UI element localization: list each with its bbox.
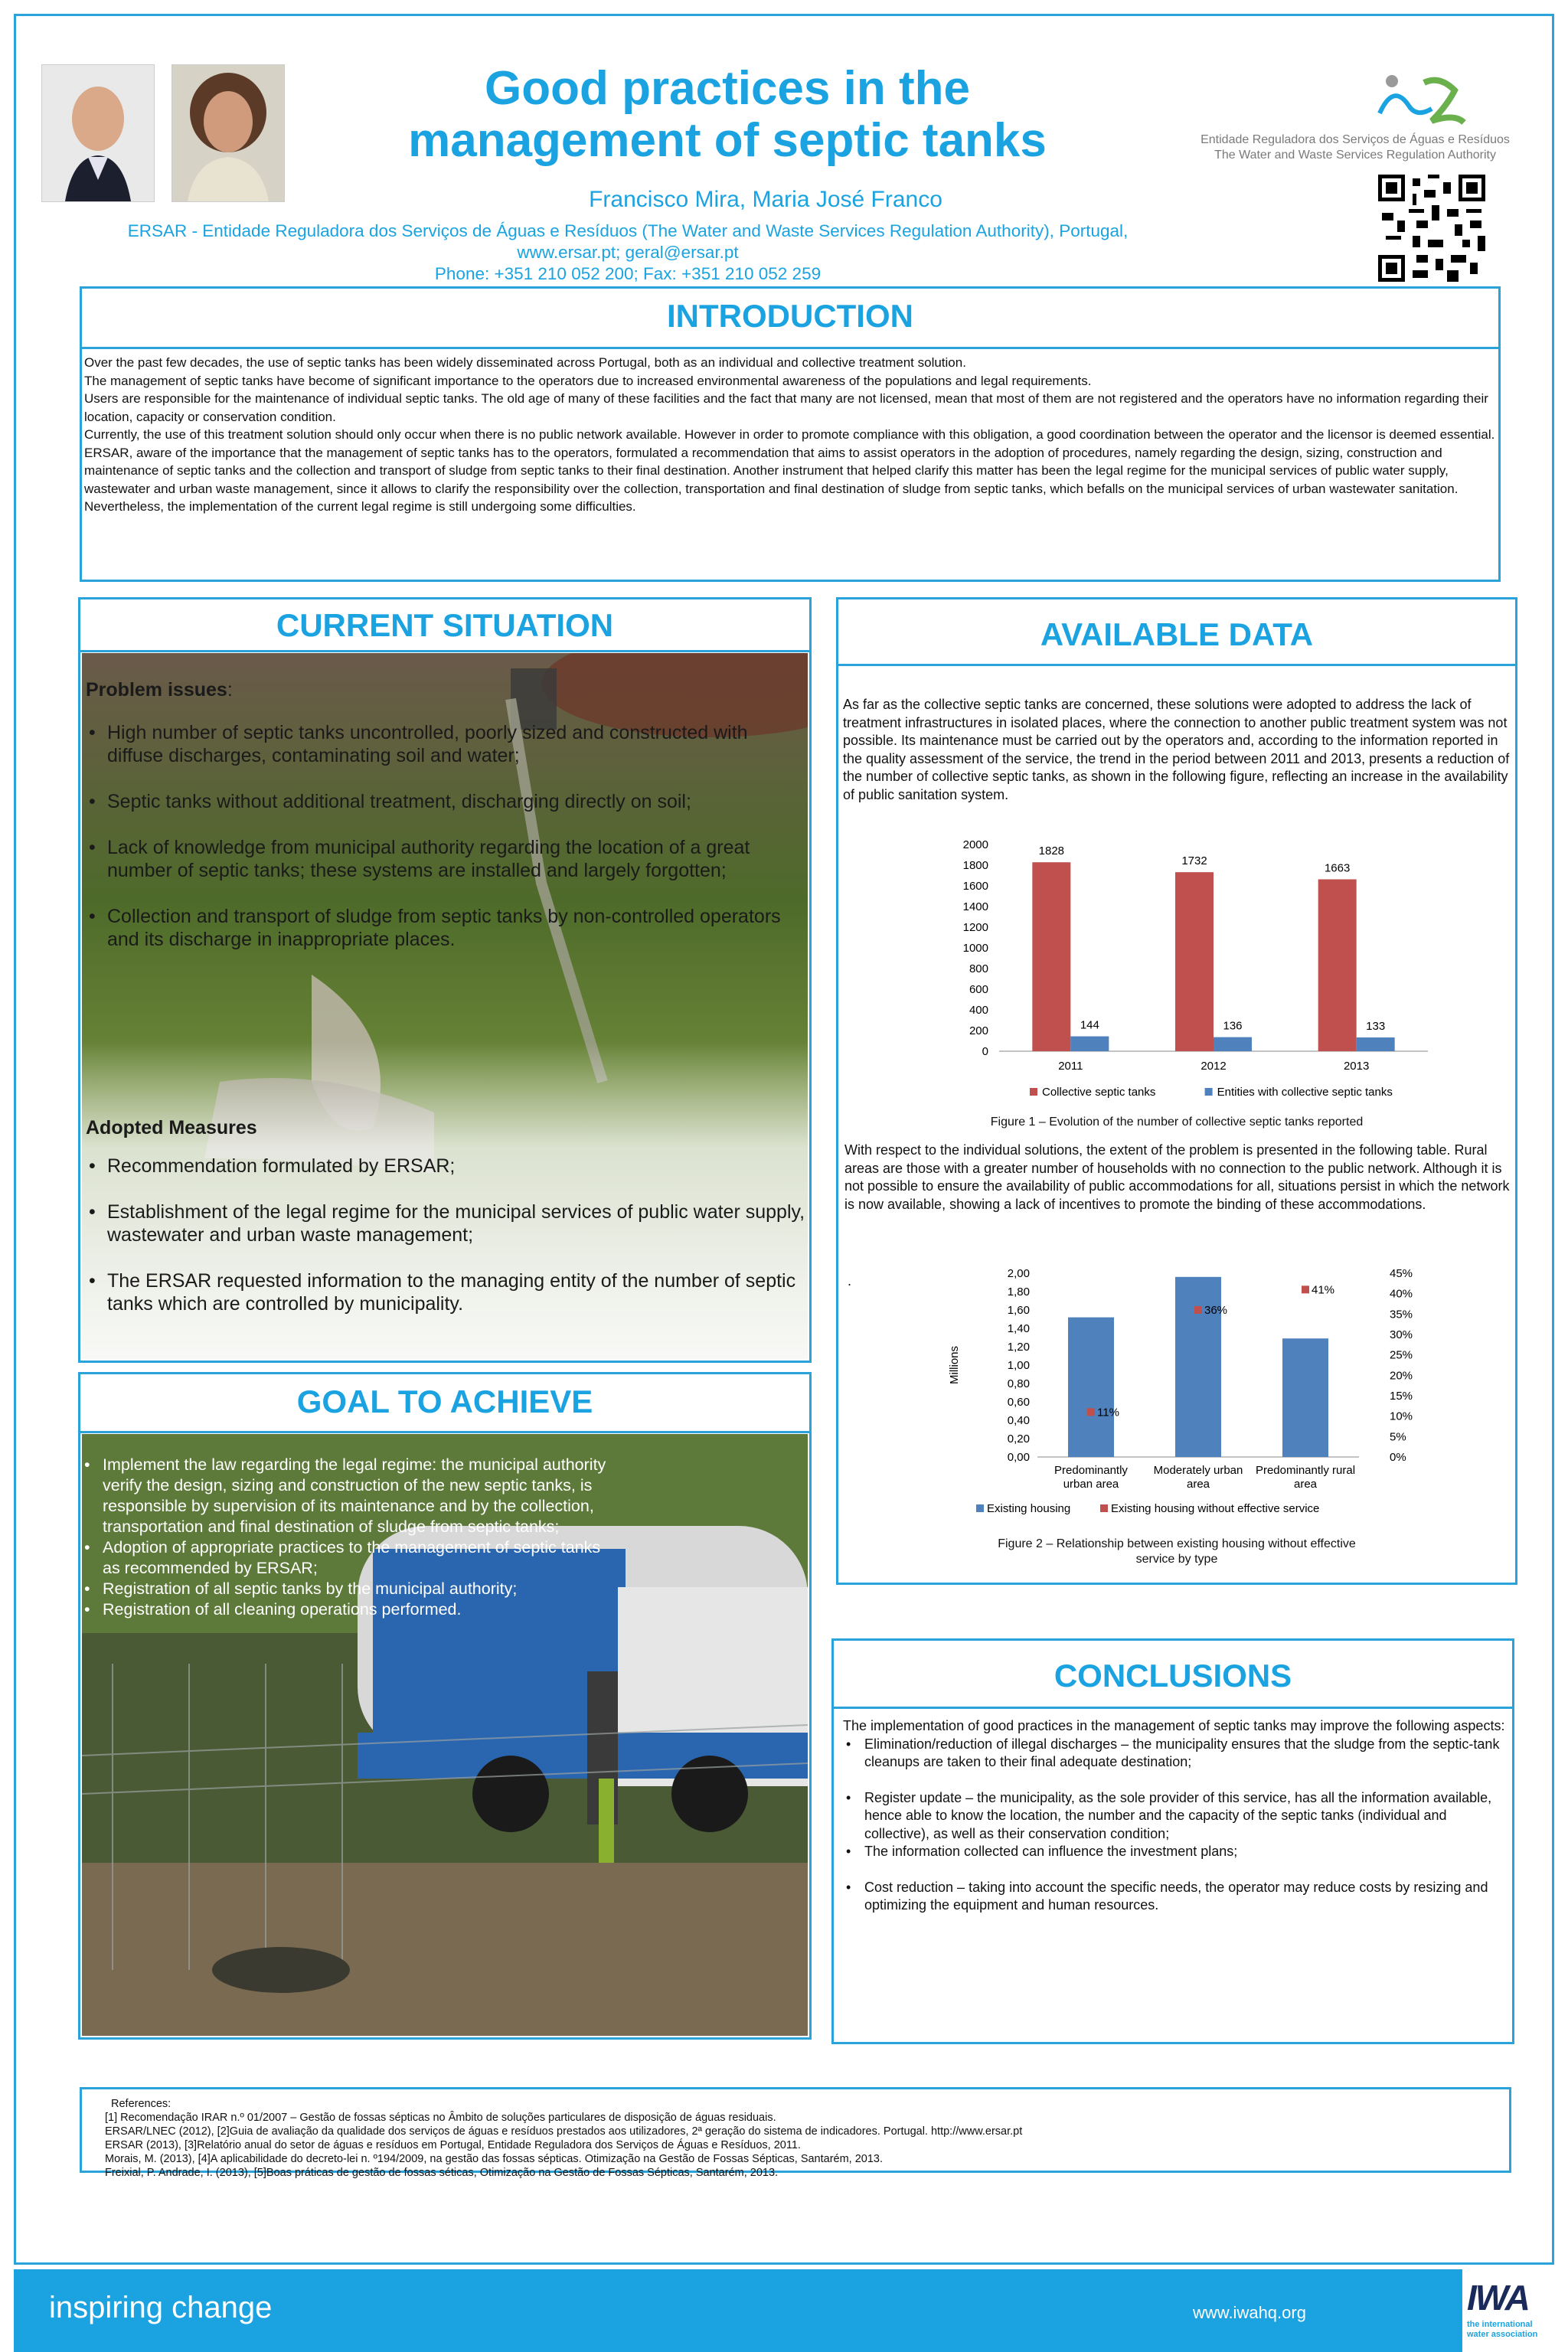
data-label: 1663 (1324, 861, 1351, 875)
y-tick-label: 0,40 (1007, 1414, 1030, 1427)
list-item: • Register update – the municipality, as the sole provider of this service, has all the information available, hence able to know the location, the number and the capacity of the septic tanks (individual and collective), as well as their conservation condition; (843, 1789, 1508, 1844)
available-data-panel (836, 597, 1517, 1585)
legend-label: Entities with collective septic tanks (1217, 1086, 1393, 1099)
problem-issues-title: Problem issues: (86, 679, 233, 701)
introduction-divider (82, 347, 1498, 349)
list-item: • Establishment of the legal regime for the municipal services of public water supply, wastewater and urban waste management; (86, 1200, 805, 1246)
figure-1-caption: Figure 1 – Evolution of the number of collective septic tanks reported (990, 1116, 1364, 1129)
y2-tick-label: 35% (1390, 1308, 1413, 1321)
bar (1068, 1318, 1114, 1457)
author-photo-2 (172, 64, 285, 202)
list-item: • Elimination/reduction of illegal discharges – the municipality ensures that the sludge from the septic-tank cleanups are taken to their final adequate destination; (843, 1736, 1508, 1772)
data-label: 41% (1312, 1283, 1335, 1297)
references (80, 2087, 1511, 2179)
list-item: • Cost reduction – taking into account the specific needs, the operator may reduce costs by resizing and optimizing the equipment and human resources. (843, 1879, 1508, 1915)
y-tick-label: 0,00 (1007, 1451, 1030, 1464)
list-item: • Septic tanks without additional treatment, discharging directly on soil; (86, 790, 805, 813)
available-data-heading: AVAILABLE DATA (1040, 616, 1314, 652)
title-line-1: Good practices in the (485, 62, 970, 115)
y-axis-label: Millions (948, 1345, 961, 1385)
qr-code-icon (1378, 175, 1485, 282)
problem-issues (86, 678, 805, 951)
y-tick-label: 1,00 (1007, 1359, 1030, 1372)
y-tick-label: 1,20 (1007, 1341, 1030, 1354)
available-para-2: With respect to the individual solutions, the extent of the problem is presented in the following table. Rural areas are those with a greater number of households with no connection to the public network. Although it is not possible to ensure the availability of public accommodations for all, situations persist in which the network is now available, showing a lack of incentives to promote the binding of these accommodations. (844, 1142, 1510, 1212)
y2-tick-label: 30% (1390, 1328, 1413, 1341)
legend-swatch (1100, 1504, 1108, 1512)
poster-title (337, 63, 1118, 167)
bar (1175, 872, 1214, 1051)
y-tick-label: 0 (982, 1045, 988, 1058)
list-item: • High number of septic tanks uncontrolled, poorly sized and constructed with diffuse discharges, contaminating soil and water; (86, 721, 805, 767)
introduction-text (84, 354, 1501, 516)
logo-text-pt: Entidade Reguladora dos Serviços de Águas e Resíduos (1200, 133, 1510, 146)
current-situation-heading: CURRENT SITUATION (276, 607, 614, 643)
list-item: • Implement the law regarding the legal regime: the municipal authority verify the design, sizing and construction of the new septic tanks, is responsible by supervision of its maintenance and by the collection, transportation and final destination of sludge from septic tanks; (81, 1455, 617, 1537)
affiliation-line-3: Phone: +351 210 052 200; Fax: +351 210 052 259 (434, 264, 822, 283)
list-item: • The information collected can influence the investment plans; (843, 1843, 1508, 1861)
intro-paragraph: The management of septic tanks have become of significant importance to the operators due to increased environmental awareness of the populations and legal requirements. (84, 373, 1092, 388)
chart-housing-without-service (946, 1258, 1481, 1534)
legend-swatch (976, 1504, 984, 1512)
figure-2-caption-line-1: Figure 2 – Relationship between existing housing without effective (998, 1537, 1356, 1550)
y-tick-label: 2,00 (1007, 1267, 1030, 1280)
list-item: • Collection and transport of sludge from septic tanks by non-controlled operators and its discharge in inappropriate places. (86, 905, 805, 951)
conclusions-list (843, 1736, 1508, 1915)
goal-list (81, 1455, 617, 1620)
conclusions-panel (831, 1638, 1514, 2044)
y-tick-label: 1400 (962, 900, 988, 913)
current-divider (80, 650, 809, 652)
intro-paragraph: ERSAR, aware of the importance that the management of septic tanks has to the operators, formulated a recommendation that aims to assist operators in the adoption of procedures, namely regarding the design, sizing, construction and maintenance of septic tanks and the collection and transport of sludge from septic tanks to their final destination. Another instrument that helped clarify this matter has been the legal regime for the municipal services of public water supply, wastewater and urban waste management, since it allows to clarify the responsibility over the collection, transportation and final destination of sludge from septic tanks, which befalls on the municipal services of urban wastewater sanitation. Nevertheless, the implementation of the current legal regime is still undergoing some difficulties. (84, 445, 1459, 514)
conclusions-heading: CONCLUSIONS (1054, 1658, 1292, 1694)
list-item: • Registration of all septic tanks by the municipal authority; (81, 1579, 617, 1599)
author-photo-1 (41, 64, 155, 202)
bar (1214, 1037, 1252, 1051)
y-tick-label: 1,60 (1007, 1304, 1030, 1317)
legend-label: Existing housing without effective service (1111, 1502, 1320, 1515)
footer-bar (14, 2269, 1554, 2352)
y2-tick-label: 40% (1390, 1287, 1413, 1301)
x-tick-label: area (1293, 1478, 1318, 1491)
logo-text-en: The Water and Waste Services Regulation Authority (1214, 149, 1496, 162)
figure-2-caption-line-2: service by type (1135, 1553, 1218, 1566)
reference-line: ERSAR/LNEC (2012), [2]Guia de avaliação da qualidade dos serviços de águas e resíduos prestados aos utilizadores, 2ª geração do sistema de indicadores. Portugal. http://www.ersar.pt (105, 2125, 1023, 2138)
legend-swatch (1030, 1088, 1037, 1096)
y2-tick-label: 25% (1390, 1348, 1413, 1362)
data-label: 1732 (1181, 854, 1207, 868)
y2-tick-label: 5% (1390, 1430, 1406, 1444)
affiliation (84, 220, 1171, 285)
footer-url[interactable]: www.iwahq.org (1193, 2303, 1306, 2322)
y-tick-label: 0,60 (1007, 1396, 1030, 1409)
y2-tick-label: 15% (1390, 1390, 1413, 1403)
bar (1357, 1037, 1395, 1051)
conclusions-text (843, 1717, 1508, 1915)
data-label: 1828 (1038, 844, 1065, 858)
conclusions-divider (834, 1707, 1512, 1709)
bar (1070, 1037, 1109, 1051)
y-tick-label: 1200 (962, 921, 988, 934)
x-tick-label: Predominantly (1054, 1464, 1128, 1477)
ersar-logo-mark (1179, 67, 1531, 129)
y-tick-label: 0,20 (1007, 1432, 1030, 1446)
iwa-logo-mark: IWA (1467, 2278, 1529, 2318)
footer-tagline: inspiring change (49, 2291, 273, 2324)
data-label: 11% (1097, 1406, 1119, 1419)
y-tick-label: 0,80 (1007, 1377, 1030, 1390)
intro-paragraph: Over the past few decades, the use of septic tanks has been widely disseminated across Portugal, both as an individual and collective treatment solution. (84, 355, 966, 370)
x-tick-label: Predominantly rural (1255, 1464, 1356, 1477)
list-item: • Adoption of appropriate practices to the management of septic tanks as recommended by ERSAR; (81, 1537, 617, 1579)
x-tick-label: 2012 (1200, 1060, 1227, 1073)
measures-list (86, 1155, 805, 1315)
y2-tick-label: 20% (1390, 1369, 1413, 1383)
authors: Francisco Mira, Maria José Franco (589, 187, 942, 212)
available-divider (838, 664, 1515, 666)
y2-tick-label: 45% (1390, 1267, 1413, 1280)
available-para-1: As far as the collective septic tanks are concerned, these solutions were adopted to address the lack of treatment infrastructures in isolated places, where the connection to another public treatment system was not possible. Its maintenance must be carried out by the operators and, according to the information reported in the quality assessment of the service, the trend in the period between 2011 and 2013, presents a reduction of the number of collective septic tanks, as shown in the following figure, reflecting an increase in the availability of public sanitation system. (843, 697, 1510, 802)
bar (1282, 1338, 1328, 1457)
stray-dot: . (848, 1273, 852, 1289)
x-tick-label: urban area (1063, 1478, 1119, 1491)
bar (1032, 862, 1070, 1051)
y-tick-label: 200 (969, 1024, 988, 1037)
bar (1318, 879, 1357, 1051)
y-tick-label: 1000 (962, 942, 988, 955)
title-line-2: management of septic tanks (408, 114, 1047, 167)
marker (1194, 1306, 1202, 1314)
list-item: • Recommendation formulated by ERSAR; (86, 1155, 805, 1178)
y2-tick-label: 0% (1390, 1451, 1406, 1464)
y-tick-label: 2000 (962, 838, 988, 851)
reference-line: Morais, M. (2013), [4]A aplicabilidade do decreto-lei n. º194/2009, na gestão das fossas sépticas. Otimização na Gestão de Fossas Sépticas, Santarém, 2013. (105, 2153, 884, 2165)
reference-line: Freixial, P. Andrade, I. (2013), [5]Boas práticas de gestão de fossas séticas, Otimização na Gestão de Fossas Sépticas, Santarém, 2013. (105, 2167, 779, 2179)
intro-paragraph: Users are responsible for the maintenance of individual septic tanks. The old age of many of these facilities and the fact that many are not licensed, mean that most of them are not registered and the operators have no information regarding their location, capacity or conservation condition. (84, 391, 1488, 424)
y-tick-label: 1600 (962, 880, 988, 893)
x-tick-label: 2011 (1058, 1060, 1083, 1073)
goal-heading: GOAL TO ACHIEVE (296, 1383, 593, 1419)
adopted-measures-title: Adopted Measures (86, 1117, 257, 1138)
list-item: • The ERSAR requested information to the managing entity of the number of septic tanks which are controlled by municipality. (86, 1269, 805, 1315)
iwa-sub-line-1: the international (1467, 2320, 1533, 2329)
iwa-logo (1462, 2269, 1554, 2352)
legend-swatch (1205, 1088, 1213, 1096)
goal-text (81, 1455, 617, 1620)
legend-label: Collective septic tanks (1042, 1086, 1156, 1099)
y-tick-label: 1,80 (1007, 1285, 1030, 1298)
references-title: References: (111, 2098, 172, 2110)
goal-divider (80, 1431, 809, 1433)
marker (1302, 1285, 1309, 1293)
data-label: 133 (1366, 1020, 1386, 1034)
y-tick-label: 600 (969, 983, 988, 996)
intro-paragraph: Currently, the use of this treatment solution should only occur when there is no public network available. However in order to promote compliance with this obligation, a good coordination between the operator and the licensor is deemed essential. (84, 427, 1495, 442)
list-item: • Registration of all cleaning operations performed. (81, 1599, 617, 1620)
introduction-heading: INTRODUCTION (667, 298, 913, 334)
y-tick-label: 1,40 (1007, 1322, 1030, 1335)
y-tick-label: 800 (969, 962, 988, 975)
figure-2-caption (838, 1537, 1515, 1567)
y-tick-label: 400 (969, 1004, 988, 1017)
chart-collective-septic-tanks (907, 829, 1443, 1105)
y2-tick-label: 10% (1390, 1410, 1413, 1423)
reference-line: [1] Recomendação IRAR n.º 01/2007 – Gestão de fossas sépticas no Âmbito de soluções particulares de disposição de águas residuais. (105, 2112, 776, 2124)
y-tick-label: 1800 (962, 859, 988, 872)
iwa-logo-subtitle (1467, 2320, 1537, 2340)
x-tick-label: Moderately urban (1153, 1464, 1243, 1477)
legend-label: Existing housing (987, 1502, 1071, 1515)
ersar-logo (1179, 67, 1531, 167)
problem-list (86, 721, 805, 951)
x-tick-label: area (1186, 1478, 1210, 1491)
data-label: 36% (1204, 1304, 1228, 1317)
affiliation-line-1: ERSAR - Entidade Reguladora dos Serviços de Águas e Resíduos (The Water and Waste Services Regulation Authority), Portugal, (127, 221, 1129, 240)
x-tick-label: 2013 (1343, 1060, 1370, 1073)
data-label: 136 (1223, 1019, 1243, 1033)
reference-line: ERSAR (2013), [3]Relatório anual do setor de águas e resíduos em Portugal, Entidade Reguladora dos Serviços de Águas e Resíduos, 2011. (105, 2139, 801, 2151)
marker (1087, 1408, 1095, 1416)
conclusions-intro: The implementation of good practices in the management of septic tanks may improve the following aspects: (843, 1718, 1505, 1733)
affiliation-line-2: www.ersar.pt; geral@ersar.pt (517, 243, 739, 262)
iwa-sub-line-2: water association (1467, 2330, 1538, 2339)
list-item: • Lack of knowledge from municipal authority regarding the location of a great number of septic tanks; these systems are installed and largely forgotten; (86, 836, 805, 882)
adopted-measures (86, 1116, 805, 1315)
data-label: 144 (1080, 1018, 1099, 1032)
